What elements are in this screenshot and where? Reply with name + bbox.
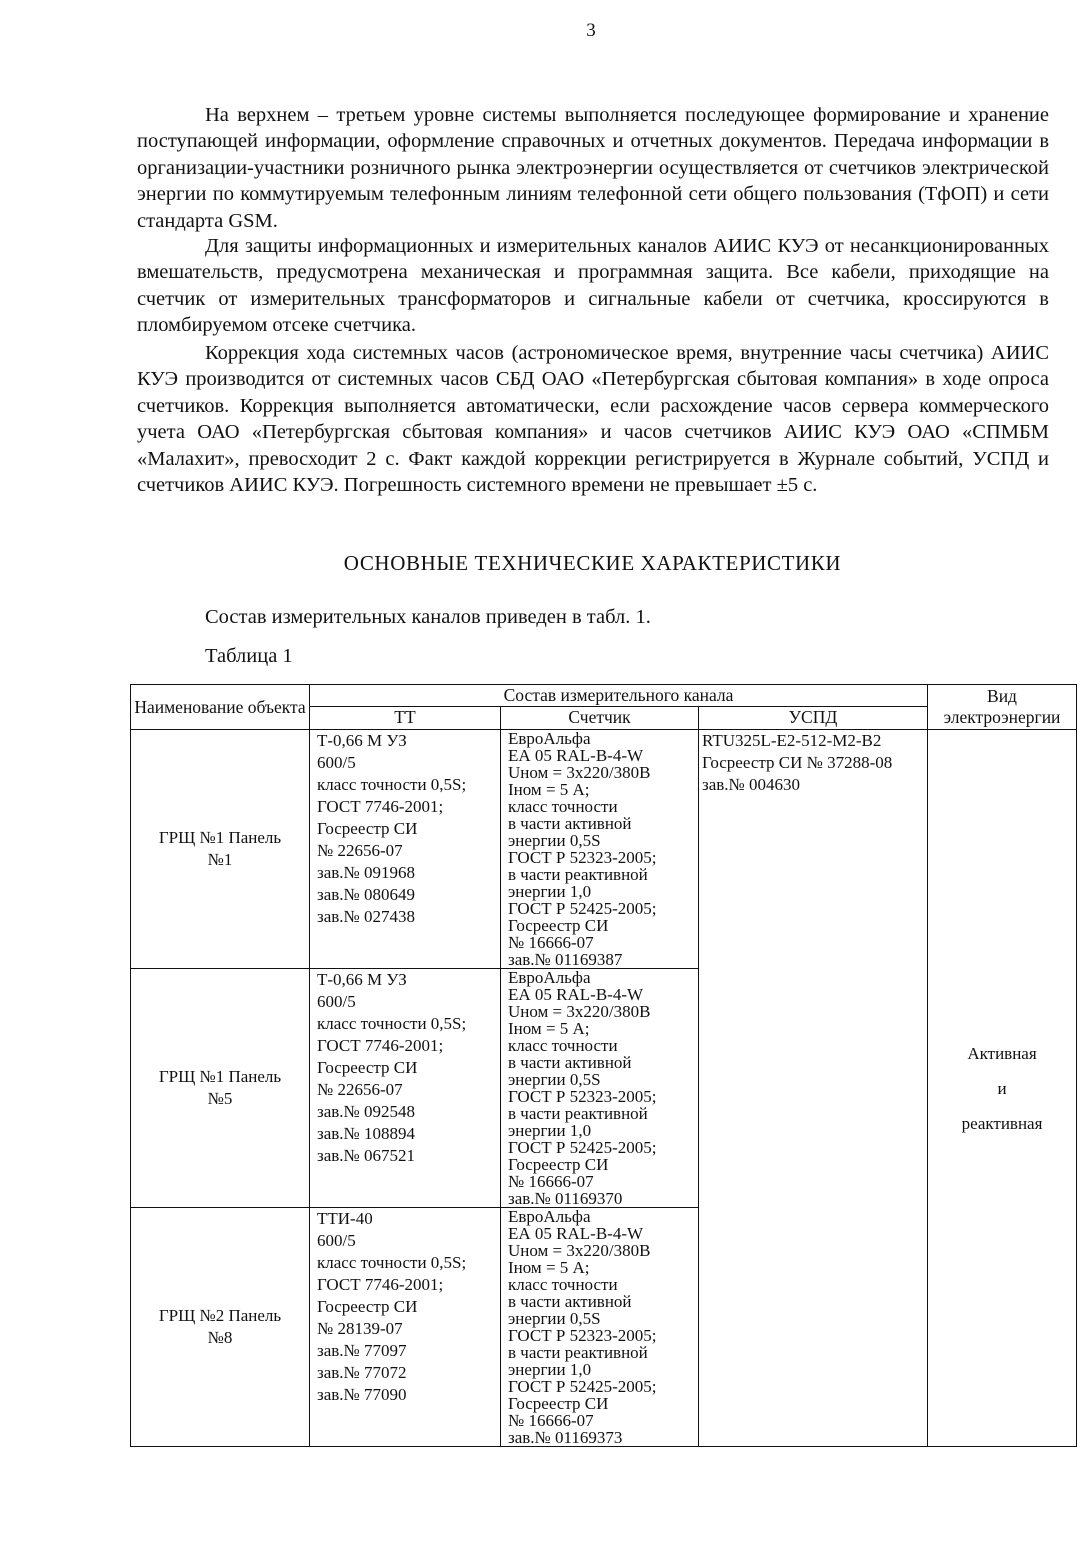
cell-line: ЕвроАльфа <box>508 1207 591 1226</box>
cell-object <box>131 1208 310 1447</box>
cell-line: энергии 1,0 <box>508 1121 592 1140</box>
cell-line: класс точности <box>508 1036 618 1055</box>
cell-object <box>131 969 310 1208</box>
cell-line: ТТИ-40 <box>317 1209 373 1228</box>
cell-line: Iном = 5 А; <box>508 1019 590 1038</box>
cell-line: ГОСТ Р 52425-2005; <box>508 1138 657 1157</box>
cell-line: энергии 0,5S <box>508 1309 601 1328</box>
cell-line: зав.№ 092548 <box>317 1102 416 1121</box>
cell-line: ЕА 05 RAL-B-4-W <box>508 746 644 765</box>
cell-line: зав.№ 01169370 <box>508 1189 623 1208</box>
cell-line: зав.№ 080649 <box>317 885 416 904</box>
cell-line: ЕА 05 RAL-B-4-W <box>508 1224 644 1243</box>
header-energy-type: Вид электроэнергии <box>928 685 1077 730</box>
cell-line: №1 <box>207 850 233 869</box>
cell-line: 600/5 <box>317 753 356 772</box>
table-header-row <box>131 685 1077 707</box>
cell-line: Uном = 3х220/380В <box>508 1002 651 1021</box>
header-uspd: УСПД <box>699 707 928 730</box>
cell-line: в части реактивной <box>508 1343 648 1362</box>
cell-line: ЕвроАльфа <box>508 729 591 748</box>
cell-line: RTU325L-E2-512-M2-B2 <box>702 731 882 750</box>
header-counter: Счетчик <box>501 707 699 730</box>
cell-line: зав.№ 77072 <box>317 1363 407 1382</box>
cell-line: Iном = 5 А; <box>508 780 590 799</box>
cell-line: зав.№ 77090 <box>317 1385 407 1404</box>
cell-counter <box>501 730 699 969</box>
cell-line: №8 <box>207 1328 233 1347</box>
cell-line: № 22656-07 <box>317 1080 403 1099</box>
paragraph-protection <box>137 233 1049 339</box>
cell-line: ГОСТ Р 52323-2005; <box>508 848 657 867</box>
cell-line: зав.№ 01169387 <box>508 950 623 969</box>
cell-tt <box>310 730 501 969</box>
cell-line: ГРЩ №1 Панель <box>158 1067 282 1086</box>
cell-line: ГРЩ №2 Панель <box>158 1306 282 1325</box>
header-object: Наименование объекта <box>131 685 310 730</box>
cell-line: Госреестр СИ <box>317 1058 418 1077</box>
cell-line: зав.№ 067521 <box>317 1146 416 1165</box>
section-intro: Состав измерительных каналов приведен в табл. 1. <box>205 606 651 628</box>
cell-line: зав.№ 108894 <box>317 1124 416 1143</box>
cell-line: зав.№ 77097 <box>317 1341 407 1360</box>
cell-line: ГОСТ Р 52323-2005; <box>508 1087 657 1106</box>
cell-line: Т-0,66 М УЗ <box>317 731 407 750</box>
cell-energy-type <box>928 730 1077 1447</box>
header-channel-group: Состав измерительного канала <box>310 685 928 707</box>
cell-line: в части реактивной <box>508 865 648 884</box>
header-tt: ТТ <box>310 707 501 730</box>
cell-tt <box>310 1208 501 1447</box>
cell-line: Госреестр СИ <box>508 1155 609 1174</box>
paragraph-top-level <box>137 102 1049 234</box>
page-number: 3 <box>586 20 596 41</box>
cell-line: и <box>997 1078 1007 1098</box>
cell-counter <box>501 969 699 1208</box>
cell-line: ЕА 05 RAL-B-4-W <box>508 985 644 1004</box>
cell-line: ГОСТ Р 52425-2005; <box>508 899 657 918</box>
cell-line: в части активной <box>508 814 632 833</box>
paragraph-text: Коррекция хода системных часов (астрономическое время, внутренние часы счетчика) АИИС КУЭ производится от системных часов СБД ОАО «Петербургская сбытовая компания» в ходе опроса счетчиков. Коррекция выполняется автоматически, если расхождение часов сервера коммерческого учета ОАО «Петербургская сбытовая компания» и часов счетчиков АИИС КУЭ ОАО «СПМБМ «Малахит», превосходит 2 с. Факт каждой коррекции регистрируется в Журнале событий, УСПД и счетчиков АИИС КУЭ. Погрешность системного времени не превышает ±5 с. <box>137 342 1049 497</box>
cell-line: ЕвроАльфа <box>508 968 591 987</box>
cell-line: зав.№ 027438 <box>317 907 416 926</box>
table-caption: Таблица 1 <box>205 645 293 667</box>
cell-line: Госреестр СИ № 37288-08 <box>702 753 893 772</box>
cell-line: Госреестр СИ <box>317 1297 418 1316</box>
cell-line: ГРЩ №1 Панель <box>158 828 282 847</box>
cell-line: зав.№ 004630 <box>702 775 801 794</box>
cell-line: Uном = 3х220/380В <box>508 763 651 782</box>
cell-line: энергии 1,0 <box>508 882 592 901</box>
cell-line: Uном = 3х220/380В <box>508 1241 651 1260</box>
cell-line: № 16666-07 <box>508 933 594 952</box>
cell-line: ГОСТ 7746-2001; <box>317 1275 444 1294</box>
cell-line: класс точности 0,5S; <box>317 775 467 794</box>
cell-line: № 16666-07 <box>508 1411 594 1430</box>
cell-line: в части реактивной <box>508 1104 648 1123</box>
cell-line: № 28139-07 <box>317 1319 403 1338</box>
cell-line: ГОСТ Р 52425-2005; <box>508 1377 657 1396</box>
cell-line: 600/5 <box>317 992 356 1011</box>
cell-line: № 22656-07 <box>317 841 403 860</box>
cell-tt <box>310 969 501 1208</box>
table-row <box>131 730 1077 969</box>
section-heading: ОСНОВНЫЕ ТЕХНИЧЕСКИЕ ХАРАКТЕРИСТИКИ <box>343 551 842 575</box>
cell-line: зав.№ 091968 <box>317 863 416 882</box>
cell-line: № 16666-07 <box>508 1172 594 1191</box>
cell-line: Госреестр СИ <box>508 916 609 935</box>
paragraph-text: На верхнем – третьем уровне системы выполняется последующее формирование и хранение поступающей информации, оформление справочных и отчетных документов. Передача информации в организации-участники розничного рынка электроэнергии осуществляется от счетчиков электрической энергии по коммутируемым телефонным линиям телефонной сети общего пользования (ТфОП) и сети стандарта GSM. <box>137 104 1049 232</box>
cell-line: ГОСТ 7746-2001; <box>317 1036 444 1055</box>
cell-line: Активная <box>967 1043 1037 1063</box>
cell-line: Госреестр СИ <box>508 1394 609 1413</box>
cell-line: ГОСТ Р 52323-2005; <box>508 1326 657 1345</box>
cell-line: Госреестр СИ <box>317 819 418 838</box>
channels-table <box>130 684 1077 1447</box>
cell-line: класс точности <box>508 1275 618 1294</box>
cell-line: класс точности 0,5S; <box>317 1253 467 1272</box>
cell-line: класс точности <box>508 797 618 816</box>
cell-line: Iном = 5 А; <box>508 1258 590 1277</box>
cell-line: 600/5 <box>317 1231 356 1250</box>
paragraph-text: Для защиты информационных и измерительных каналов АИИС КУЭ от несанкционированных вмешательств, предусмотрена механическая и программная защита. Все кабели, приходящие на счетчик от измерительных трансформаторов и сигнальные кабели от счетчика, кроссируются в пломбируемом отсеке счетчика. <box>137 235 1049 337</box>
cell-counter <box>501 1208 699 1447</box>
cell-line: энергии 1,0 <box>508 1360 592 1379</box>
cell-line: реактивная <box>961 1113 1043 1133</box>
cell-line: энергии 0,5S <box>508 1070 601 1089</box>
cell-line: №5 <box>207 1089 233 1108</box>
cell-line: Т-0,66 М УЗ <box>317 970 407 989</box>
cell-line: класс точности 0,5S; <box>317 1014 467 1033</box>
cell-line: зав.№ 01169373 <box>508 1428 623 1447</box>
cell-object <box>131 730 310 969</box>
cell-uspd <box>699 730 928 1447</box>
paragraph-clock-correction <box>137 340 1049 498</box>
table-body <box>131 730 1077 1447</box>
cell-line: в части активной <box>508 1053 632 1072</box>
cell-line: энергии 0,5S <box>508 831 601 850</box>
cell-line: ГОСТ 7746-2001; <box>317 797 444 816</box>
cell-line: в части активной <box>508 1292 632 1311</box>
